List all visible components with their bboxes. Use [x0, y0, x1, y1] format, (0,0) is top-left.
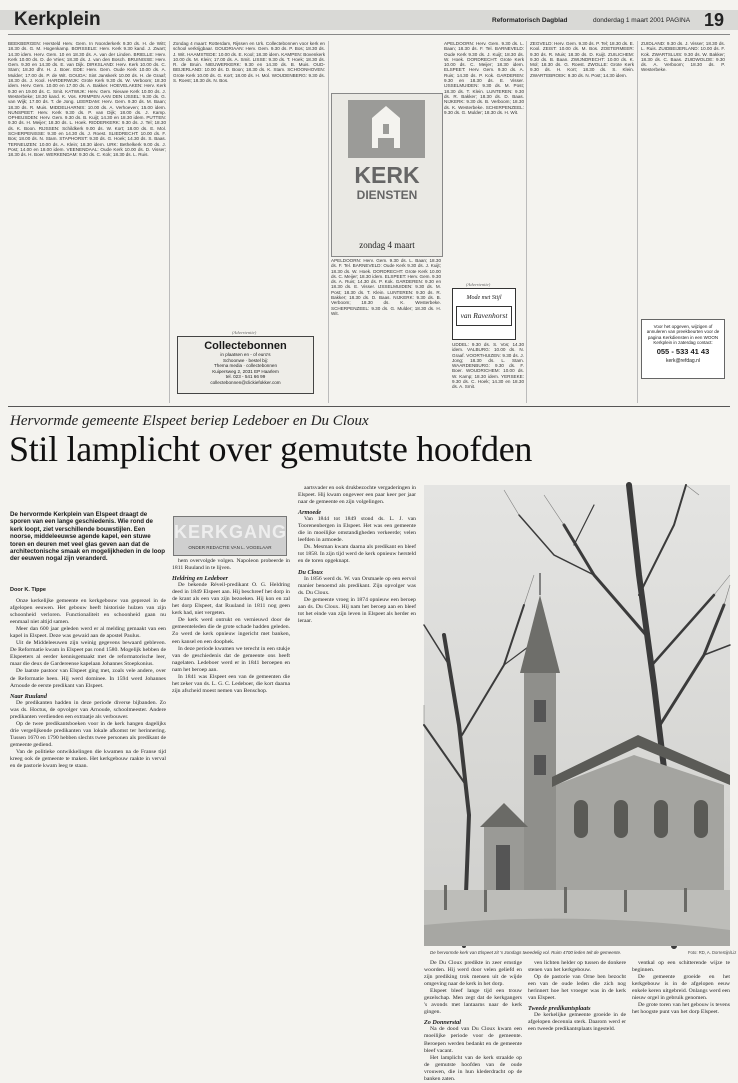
section-rule: [8, 406, 730, 407]
article-column-6: [632, 960, 730, 1064]
listing-text: APELDOORN: Herv. Gem. 9.30 ds. L. Baan; 18.30 ds. F. Tel. BARNEVELD: Oude Kerk 9.30 ds. J. Kuijt; 18.30 ds. W. Hoek. DORDRECHT: Grote Kerk 10.00 ds. C. Meijer; 18.30 idem. ELSPEET: Herv. Gem. 9.30 ds. A. Ruis; 14.30 ds. P. Kok. GARDEREN: 9.30 en 18.30 ds. E. Visser. IJSSELMUIDEN: 9.30 ds. M. Post; 18.30 ds. T. Klein. LUNTEREN: 9.30 ds. R. Bakker; 18.30 ds. D. Baas. NIJKERK: 9.30 ds. B. Verboom; 18.30 ds. K. Westerbeke. SCHERPENZEEL: 9.30 ds. G. Mulder; 18.30 ds. H. Wit.: [444, 41, 524, 115]
article-paragraph: Het lamplicht van de kerk straalde op de gemutste hoofden van de oude vrouwen, die in hun klederdracht op de banken zaten.: [424, 1054, 522, 1082]
article-paragraph: De kerk werd ontrukt en vernieuwd door de gemeenteleden die de grote schade hadden geleden. Zo werd de kerk opnieuw ingericht met banken, een kansel en een doophek.: [172, 617, 290, 645]
article-column-5: [528, 960, 626, 1064]
article-paragraph: Onze kerkelijke gemeente en kerkgebouw van geprezel in de afgelopen eeuwen. Het gebouw heeft historisie hulzen van zijn schoonheid verloren. Functionaliteit en schoonheid gaan nu eenmaal niet altijd samen.: [10, 598, 166, 626]
column-divider: [169, 41, 170, 403]
listing-text: Zondag 4 maart: Rotterdam, Rijssen en Urk. Collectebonnen voor kerk en school verkrijgbaar. GOUDRIAAN: Herv. Gem. 9.30 ds. P. Bos; 18.30 ds. J. Wit. HAAMSTEDE: 10.00 ds. E. Kool; 18.30 idem. KAMPEN: Bovenkerk 10.00 ds. M. Klein; 17.00 ds. A. Smit. LISSE: 9.30 ds. T. Hoek; 18.30 ds. R. de Bruin. NIEUWERKERK: 9.30 en 14.30 ds. B. Muis. OUD-BEIJERLAND: 10.00 ds. D. Boon; 18.30 ds. K. Stam. SCHOONHOVEN: Grote Kerk 10.00 ds. G. Kort; 18.00 ds. H. Mol. WOUDENBERG: 9.30 ds. S. Roest; 18.30 ds. N. Bos.: [173, 41, 325, 84]
listing-text: BEEKBERGEN: Hersteld Herv. Gem. In Noorderkerk 9.30 ds. H. de Witt; 18.30 ds. G. M. Hogenkamp. BORSSELE: Herv. Kerk 9.30 kand. J. Zwart; 14.30 idem. Herv. Gem. 10 en 18.30 ds. A. van der Linden. BRIELLE: Herv. Kerk 10.00 ds. D. de Vries; 18.30 ds. J. van den Bosch. BRUINISSE: Herv. Gem. 9.30 en 14.30 ds. E. van Dijk. DIRKSLAND: Herv. Kerk 10.00 ds. C. Stam; 18.30 dhr. H. J. Boer. EDE: Herv. Gem. Oude Kerk 10.00 ds. A. Mulder; 17.00 ds. P. de Wit. GOUDA: Sint Janskerk 10.00 ds. H. de Graaf; 18.30 ds. J. Kool. HARDERWIJK: Grote Kerk 9.30 ds. W. Verboom; 18.30 idem. Herv. Gem. 10.00 en 17.00 ds. A. Bakker. HOEVELAKEN: Herv. Kerk 9.30 en 19.00 ds. C. Smit. KATWIJK: Herv. Gem. Nieuwe Kerk 10.00 ds. J. Westerbeke; 18.30 kand. K. Vos. KRIMPEN AAN DEN IJSSEL: 9.30 ds. G. van Wijk; 17.00 ds. T. de Jong. LEERDAM: Herv. Gem. 9.30 ds. M. Baan; 18.30 ds. R. Muis. MIDDELHARNIS: 10.00 ds. A. Verhoeven; 15.00 idem. NUNSPEET: Herv. Kerk 9.30 ds. P. van Dijk; 18.00 ds. J. Kamp. OPHEUSDEN: Herv. Gem. 9.30 ds. B. Kuijt; 14.30 en 18.30 idem. PUTTEN: 9.30 ds. H. Meijer; 18.30 ds. L. Hoek. RIDDERKERK: 9.30 ds. J. Tel; 18.30 ds. K. Boon. RIJSSEN: Schildkerk 9.00 ds. W. Kort; 18.00 ds. E. Mol. SCHERPENISSE: 9.30 en 14.30 ds. J. Roest. SLIEDRECHT: 10.00 ds. F. Bos; 18.00 ds. N. Stam. STAPHORST: 9.30 ds. G. Hoek; 14.30 ds. S. Baas. TERNEUZEN: 10.00 ds. A. Klein; 18.30 idem. URK: Bethelkerk 9.00 ds. J. Post; 14.00 en 18.00 idem. VEENENDAAL: Oude Kerk 10.00 ds. D. Visser; 18.30 ds. H. Boer. WERKENDAM: 9.30 ds. C. Kok; 18.30 ds. L. Ruis.: [8, 41, 166, 158]
article-subheading: Tweede predikantsplaats: [528, 1005, 591, 1013]
listing-text: ZEGVELD: Herv. Gem. 9.30 ds. P. Tel; 18.30 ds. E. Kool. ZEIST: 10.00 ds. M. Bos. ZOETERMEER: 9.30 ds. R. Muis; 18.30 ds. D. Kuijt. ZUILICHEM: 9.30 ds. B. Baan. ZWIJNDRECHT: 10.00 ds. K. Mol; 18.30 ds. G. Roest. ZWOLLE: Grote Kerk 9.30 ds. H. Kort; 18.30 ds. S. Klein. ZWARTEBROEK: 9.30 ds. N. Post; 14.30 idem.: [530, 41, 634, 78]
article-paragraph: In 1856 werd ds. W. van Orsmaele op een eervol manier benoemd als predikant. Zijn opvolger was ds. Du Cloux.: [298, 575, 416, 596]
article-column-1: [10, 598, 166, 1064]
article-paragraph: ventkal op een schitterende wijze te beginnen.: [632, 960, 730, 974]
contact-phone: 055 - 533 41 43: [656, 347, 710, 357]
contact-text: Voor het opgeven, wijzigen of annuleren van preekbeurten voor de pagina Kerkdiensten in een WOON Kerkplein in zaterdag contact:: [646, 324, 720, 345]
article-paragraph: ven lichten helder op tussen de donkere stenen van het kerkgebouw.: [528, 960, 626, 974]
contact-box: [641, 319, 725, 379]
kerkgang-logo: [173, 516, 287, 556]
listing-text: ZUIDLAND: 9.30 ds. J. Visser; 18.30 ds. L. Ruis. ZUIDBEIJERLAND: 10.00 ds. F. Kok. ZWARTSLUIS: 9.30 ds. W. Bakker; 18.30 ds. C. Baas. ZUIDWOLDE: 9.30 ds. A. Verboom; 18.30 ds. P. Westerbeke.: [641, 41, 725, 73]
newspaper-name: Reformatorisch Dagblad: [492, 17, 568, 24]
listing-column-5: [641, 41, 725, 313]
article-subheading: Armoede: [298, 509, 322, 517]
article-kicker: Hervormde gemeente Elspeet beriep Ledeboer en Du Cloux: [10, 413, 369, 429]
article-paragraph: hem overvolgde volgen. Napoleon probeerde in 1811 Ruuland in te lijven.: [172, 558, 290, 572]
article-paragraph: Op de twee predikantsboeken voor in de kerk hangen dagelijks drie vergelijkende predikanten van lokale afkomst ter herinnering. Tussen 1670 en 1790 hebben slechts twee personen als predikant de gemeente gediend.: [10, 720, 166, 748]
header-rule: [8, 34, 730, 35]
page-number: 19: [704, 10, 725, 30]
article-column-2: [172, 558, 290, 1064]
article-paragraph: Van 1844 tot 1849 stond ds. L. J. van Toorenenbergen in Elspeet. Het was een gemeente die in moeilijke omstandigheden verkeerde; velen leefden in armoede.: [298, 516, 416, 544]
listing-column-1: [8, 41, 166, 401]
article-paragraph: aartsvader en ook drukbezochte vergaderingen in Elspeet. Hij kwam ongeveer een paar keer per jaar naar de gemeente en zijn volgelingen.: [298, 485, 416, 506]
article-headline: Stil lamplicht over gemutste hoofden: [9, 429, 533, 469]
ad-label: (Advertentie): [466, 282, 491, 287]
kerkgang-subtitle: ONDER REDACTIE VAN L. VOGELAAR: [188, 545, 272, 550]
ad-label: (Advertentie): [232, 330, 257, 335]
photo-caption: De hervormde kerk van Elspeet zit 's zondags tweedelig vol. Ruim 4700 leden telt de gemeente.: [430, 950, 622, 955]
kerkdiensten-box: [331, 93, 443, 257]
article-paragraph: Van de politieke ontwikkelingen die kwamen na de Franse tijd kreeg ook de gemeente te maken. Het kerkgebouw raakte in verval en de pastorie kwam leeg te staan.: [10, 748, 166, 770]
article-subheading: Du Cloux: [298, 568, 323, 576]
article-paragraph: Na de dood van Du Cloux kwam een moeilijke periode voor de gemeente. Beroepen werden bedankt en de gemeente bleef vacant.: [424, 1026, 522, 1054]
article-paragraph: De laatste pastoor van Elspeet ging met, zoals vele andere, over de Reformatie heen. Hij werd dominee. In 1594 werd Johannes Arnoude de eerste predikant van Elspeet.: [10, 668, 166, 689]
article-paragraph: Uit de Middeleeuwen zijn weinig gegevens bewaard gebleven. De Reformatie kwam in Elspeet pas rond 1580. Mogelijk hebben de Elspeeters al eerder kennisgemaakt met de reformatorische leer, maar die deux de Gardereense kapelaan Johannes Stoepkonius.: [10, 640, 166, 668]
article-paragraph: De Du Cloux predikte in zeer ernstige woorden. Hij werd door velen geliefd en zijn prediking trok mensen uit de wijde omgeving naar de kerk in het dorp.: [424, 960, 522, 988]
article-subheading: Zo Donnerstal: [424, 1019, 461, 1027]
article-paragraph: In 1841 was Elspeet een van de gemeenten die het zeker van ds. L. G. C. Ledeboer, die kort daarna zijn afscheid moest nemen van Benschop.: [172, 673, 290, 694]
ravenhorst-ad: [452, 288, 516, 340]
listing-text: APELDOORN: Herv. Gem. 9.30 ds. L. Baan; 18.30 ds. F. Tel. BARNEVELD: Oude Kerk 9.30 ds. J. Kuijt; 18.30 ds. W. Hoek. DORDRECHT: Grote Kerk 10.00 ds. C. Meijer; 18.30 idem. ELSPEET: Herv. Gem. 9.30 ds. A. Ruis; 14.30 ds. P. Kok. GARDEREN: 9.30 en 18.30 ds. E. Visser. IJSSELMUIDEN: 9.30 ds. M. Post; 18.30 ds. T. Klein. LUNTEREN: 9.30 ds. R. Bakker; 18.30 ds. D. Baas. NIJKERK: 9.30 ds. B. Verboom; 18.30 ds. K. Westerbeke. SCHERPENZEEL: 9.30 ds. G. Mulder; 18.30 ds. H. Wit.: [331, 258, 441, 316]
article-paragraph: De kerkelijke gemeente groeide in de afgelopen decennia sterk. Daarom werd er een tweede predikantsplaats ingesteld.: [528, 1012, 626, 1033]
ad-tagline: Mode met Stijl: [466, 295, 502, 301]
article-byline: Door K. Tippe: [10, 587, 46, 593]
kerkgang-title: KERKGANG: [174, 522, 288, 542]
article-paragraph: Ds. Mesman kwam daarna als predikant en bleef tot 1858. In zijn tijd werd de kerk opnieuw hersteld en de toren opgeknapt.: [298, 544, 416, 565]
diensten-word: DIENSTEN: [356, 188, 418, 202]
kerkdiensten-date: zondag 4 maart: [359, 240, 415, 250]
article-paragraph: De gemeente vroeg in 1874 opnieuw een beroep aan ds. Du Cloux. Hij nam het beroep aan en bleef tot het einde van zijn leven in Elspeet als herder en leraar.: [298, 596, 416, 624]
listing-text: UDDEL: 9.30 ds. S. Vos; 14.30 idem. VALBURG: 10.00 ds. N. Graaf. VOORTHUIZEN: 9.30 ds. J. Jong; 18.30 ds. L. Stam. WAARDENBURG: 9.30 ds. F. Boer. WOUDRICHEM: 10.00 ds. W. Kamp; 18.30 idem. YERSEKE: 9.30 ds. C. Hoek; 14.30 en 18.30 ds. A. Smit.: [452, 342, 524, 390]
listing-column-3b: [452, 342, 524, 402]
listing-column-4: [530, 41, 634, 401]
listing-column-2b: [331, 258, 441, 401]
church-photo: [424, 485, 730, 946]
church-icon: [348, 100, 425, 158]
article-paragraph: In deze periode kwamen we terecht in een stukje van de geschiedenis dat de gemeente ons heeft nagelaten. Ledeboer werd er in 1841 beroepen en nam het beroep aan.: [172, 645, 290, 673]
column-divider: [526, 41, 527, 403]
article-paragraph: Meer dan 600 jaar geleden werd er al melding gemaakt van een kapel in Elspeet. Deze was gewaid aan de apostel Paulus.: [10, 626, 166, 640]
column-divider: [328, 41, 329, 403]
issue-date: donderdag 1 maart 2001 PAGINA: [593, 17, 691, 24]
ad-brand: van Ravenhorst: [456, 306, 512, 326]
article-paragraph: De bekende Réveil-predikant O. G. Heldring deed in 1849 Elspeet aan. Hij beschreef het dorp in de krant als een van zijn bezoeken. Hij kon en zal het dorp Elspeet, dat Ruuland in 1811 nog geen kerk had, niet vergeten.: [172, 582, 290, 617]
ad-body: in plaatsen en - of euro's Schoonwe · bestel bij: Thema media · collectebonnen Kuipersweg 2, 2031 EP Haarlem tel. 023 - 541 66 99 collectebonnen@clickiefokker.com: [210, 352, 281, 385]
article-subheading: Naar Ruuland: [10, 692, 47, 700]
article-paragraph: De grote toren van het gebouw is tevens het hoogste punt van het dorp Elspeet.: [632, 1002, 730, 1016]
kerk-word: KERK: [354, 162, 420, 188]
listing-column-3: [444, 41, 524, 281]
article-paragraph: Op de pastorie van Orne ben bezocht een van de oude leden die zich nog herinnert hoe het vroeger was in de kerk van Elspeet.: [528, 974, 626, 1002]
collectebonnen-ad: [177, 336, 314, 394]
article-subheading: Heldring en Ledeboer: [172, 575, 229, 583]
column-divider: [637, 41, 638, 403]
article-paragraph: De gemeente groeide en het kerkgebouw is in de afgelopen eeuw enkele keren uitgebreid. Onlangs werd een nieuw orgel in gebruik genomen.: [632, 974, 730, 1002]
photo-credit: Foto: RD, A. Dorrestijn/Liz: [688, 950, 737, 955]
article-lead: De hervormde Kerkplein van Elspeet draagt de sporen van een lange geschiedenis. Wie rond de kerk loopt, ziet verschillende bouwstijlen. Een noorse, middeleeuwse agende kapel, een stuwe toren en deuren met veel glas geven aan dat de architectonische smaak en mogelijkheden in de loop der eeuwen nogal zijn veranderd.: [10, 511, 166, 563]
article-column-3: [298, 485, 416, 1064]
page-header: [0, 0, 738, 40]
contact-email: kerk@refdag.nl: [666, 358, 700, 365]
article-paragraph: Elspeet bleef lange tijd een trouw gezelschap. Men zegt dat de kerkgangers 's avonds met lantaarns naar de kerk gingen.: [424, 988, 522, 1016]
ad-title: Collectebonnen: [204, 340, 287, 352]
article-paragraph: De predikanten hadden in deze periode diverse bijbanden. Zo was ds. Hoctus, de opvolger van Arnoude, schoolmeester. Andere predikanten verdienden een extraatje als verbouwer.: [10, 699, 166, 720]
article-column-4: [424, 960, 522, 1082]
listing-column-2: [173, 41, 325, 331]
section-title: Kerkplein: [14, 9, 101, 30]
